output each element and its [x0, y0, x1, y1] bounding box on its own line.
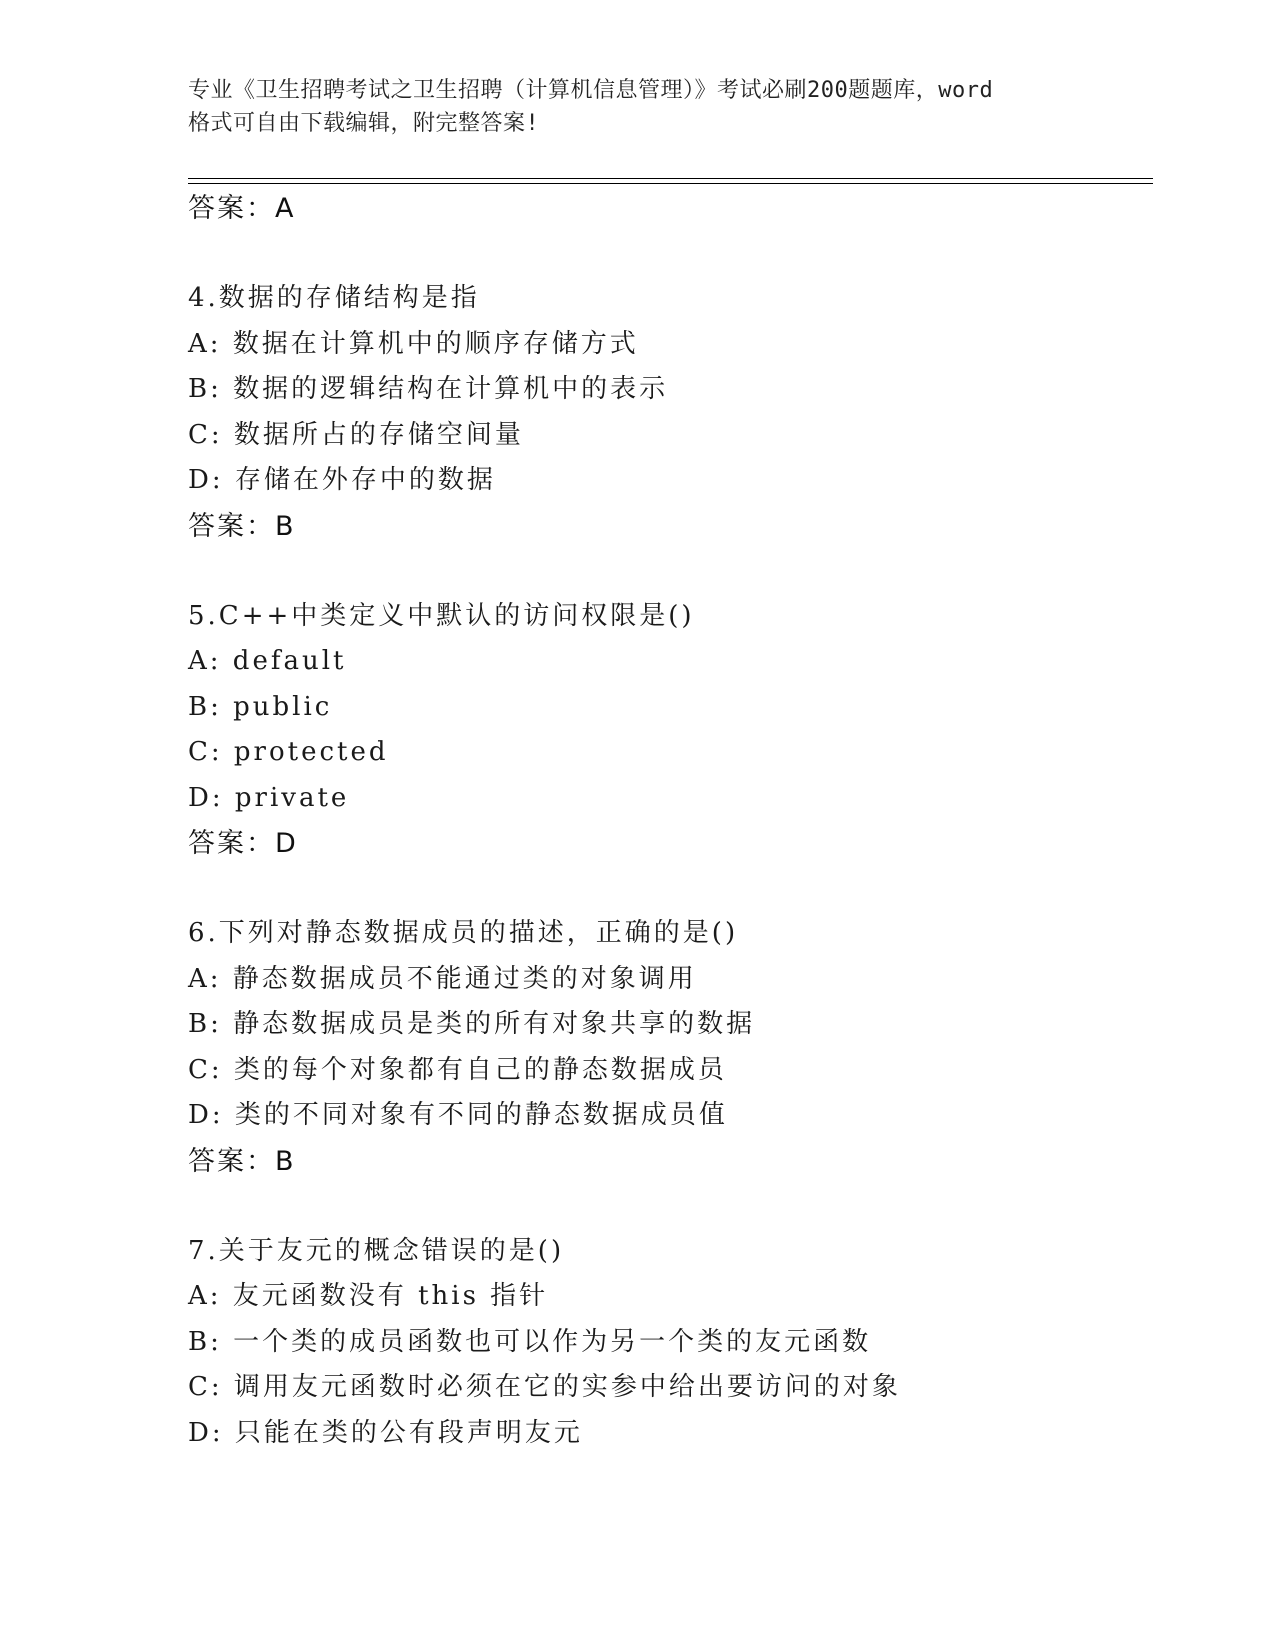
option-b: B: public	[188, 691, 333, 722]
question-stem: 7.关于友元的概念错误的是()	[188, 1235, 565, 1266]
option-d: D: 只能在类的公有段声明友元	[188, 1417, 583, 1448]
option-d: D: private	[188, 782, 350, 813]
option-a: A: 数据在计算机中的顺序存储方式	[188, 328, 639, 359]
question-list	[188, 186, 1153, 1456]
option-c: C: 调用友元函数时必须在它的实参中给出要访问的对象	[188, 1372, 901, 1402]
previous-answer: 答案：A	[188, 193, 296, 224]
question-stem: 5.C++中类定义中默认的访问权限是()	[188, 600, 695, 631]
question-6	[188, 911, 1153, 1185]
answer: 答案：D	[188, 828, 298, 859]
header-line-2: 格式可自由下载编辑，附完整答案!	[188, 111, 540, 136]
option-d: D: 类的不同对象有不同的静态数据成员值	[188, 1100, 728, 1130]
option-b: B: 静态数据成员是类的所有对象共享的数据	[188, 1009, 756, 1039]
document-header	[188, 74, 1088, 140]
question-4	[188, 276, 1153, 550]
header-rule-bottom	[188, 183, 1153, 184]
option-c: C: protected	[188, 737, 389, 767]
option-d: D: 存储在外存中的数据	[188, 465, 496, 495]
option-b: B: 数据的逻辑结构在计算机中的表示	[188, 374, 669, 404]
option-a: A: 静态数据成员不能通过类的对象调用	[188, 963, 697, 994]
answer: 答案：B	[188, 510, 296, 542]
option-c: C: 数据所占的存储空间量	[188, 419, 524, 450]
question-stem: 4.数据的存储结构是指	[188, 283, 480, 313]
question-5	[188, 594, 1153, 868]
question-stem: 6.下列对静态数据成员的描述，正确的是()	[188, 918, 739, 948]
answer: 答案：B	[188, 1145, 296, 1177]
option-c: C: 类的每个对象都有自己的静态数据成员	[188, 1054, 727, 1085]
question-7	[188, 1229, 1153, 1457]
header-line-1: 专业《卫生招聘考试之卫生招聘（计算机信息管理）》考试必刷200题题库，word	[188, 78, 994, 103]
header-rule-top	[188, 178, 1153, 179]
option-b: B: 一个类的成员函数也可以作为另一个类的友元函数	[188, 1326, 872, 1357]
option-a: A: 友元函数没有 this 指针	[188, 1281, 549, 1311]
option-a: A: default	[188, 646, 347, 676]
